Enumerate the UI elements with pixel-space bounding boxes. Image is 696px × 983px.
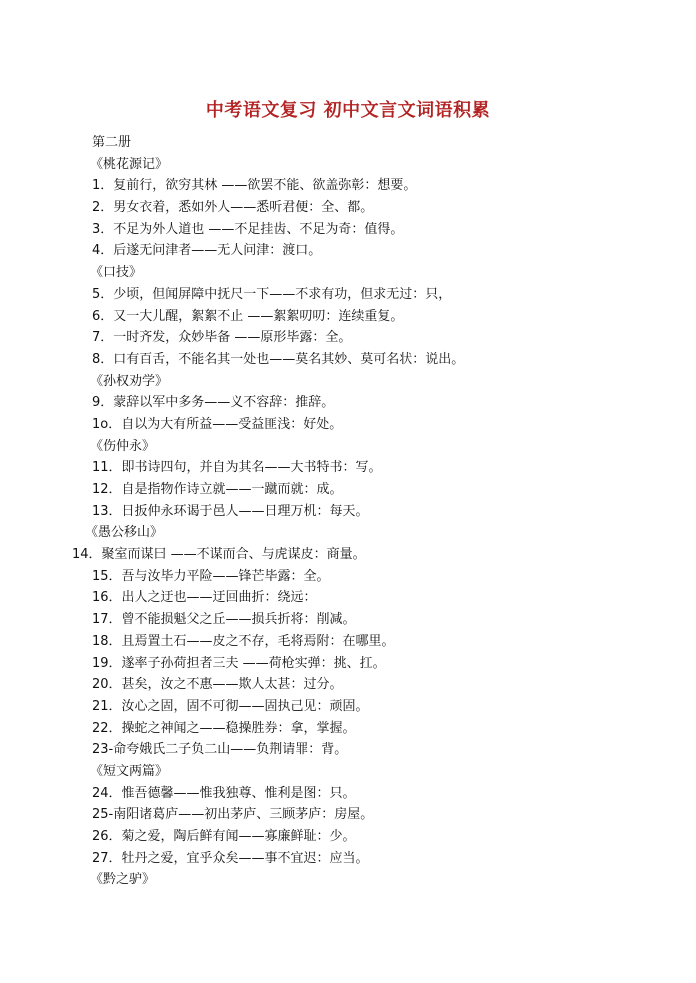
list-item: 23-命夸娥氏二子负二山——负荆请罪：背。 (92, 742, 348, 758)
list-item: 16．出人之迂也——迂回曲折：绕远： (92, 590, 317, 606)
book-label: 第二册 (92, 135, 132, 150)
document-content (0, 132, 696, 891)
list-item: 11．即书诗四句，并自为其名——大书特书：写。 (92, 460, 382, 476)
list-item: 4．后遂无问津者——无人问津：渡口。 (92, 243, 322, 259)
page-title: 中考语文复习 初中文言文词语积累 (205, 100, 491, 121)
section-heading: 《愚公移山》 (85, 525, 164, 541)
list-item: 25-南阳诸葛庐——初出茅庐、三顾茅庐：房屋。 (92, 807, 374, 823)
section-heading: 《黔之驴》 (90, 872, 156, 888)
list-item: 17．曾不能损魁父之丘——损兵折将：削减。 (92, 612, 356, 628)
list-item: 27．牡丹之爱，宜乎众矣——事不宜迟：应当。 (92, 850, 369, 866)
list-item: 24．惟吾德馨——惟我独尊、惟利是图：只。 (92, 785, 356, 801)
section-heading: 《口技》 (90, 265, 143, 281)
list-item: 19．遂率子孙荷担者三夫 ——荷枪实弹：挑、扛。 (92, 655, 386, 671)
section-heading: 《孙权劝学》 (90, 373, 169, 389)
list-item: 2．男女衣着，悉如外人——悉听君便：全、都。 (92, 200, 374, 216)
list-item: 20．甚矣，汝之不惠——欺人太甚：过分。 (92, 677, 343, 693)
list-item: 21．汝心之固，固不可彻——固执己见：顽固。 (92, 698, 369, 714)
list-item: 7．一时齐发，众妙毕备 ——原形毕露：全。 (92, 330, 352, 346)
list-item: 9．蒙辞以军中多务——义不容辞：推辞。 (92, 395, 335, 411)
list-item: 1．复前行，欲穷其林 ——欲罢不能、欲盖弥彰：想要。 (92, 178, 417, 194)
section-heading: 《伤仲永》 (90, 438, 156, 454)
list-item: 14．聚室而谋曰 ——不谋而合、与虎谋皮：商量。 (72, 547, 366, 563)
list-item: 5．少顷，但闻屏障中抚尺一下——不求有功，但求无过：只， (92, 286, 452, 302)
section-heading: 《短文两篇》 (90, 763, 169, 779)
list-item: 13．日扳仲永环谒于邑人——日理万机：每天。 (92, 503, 369, 519)
list-item: 3．不足为外人道也 ——不足挂齿、不足为奇：值得。 (92, 221, 404, 237)
list-item: 1o．自以为大有所益——受益匪浅：好处。 (92, 416, 343, 432)
list-item: 26．菊之爱，陶后鲜有闻——寡廉鲜耻：少。 (92, 829, 356, 844)
list-item: 8．口有百舌，不能名其一处也——莫名其妙、莫可名状：说出。 (92, 351, 465, 367)
entry-list (0, 154, 696, 891)
section-heading: 《桃花源记》 (90, 156, 169, 172)
list-item: 12．自是指物作诗立就——一蹴而就：成。 (92, 482, 343, 497)
list-item: 22．操蛇之神闻之——稳操胜券：拿，掌握。 (92, 720, 356, 736)
list-item: 18．且焉置土石——皮之不存，毛将焉附：在哪里。 (92, 633, 395, 649)
list-item: 15．吾与汝毕力平险——锋芒毕露：全。 (92, 568, 330, 584)
list-item: 6．又一大儿醒，絮絮不止 ——絮絮叨叨：连续重复。 (92, 308, 404, 324)
